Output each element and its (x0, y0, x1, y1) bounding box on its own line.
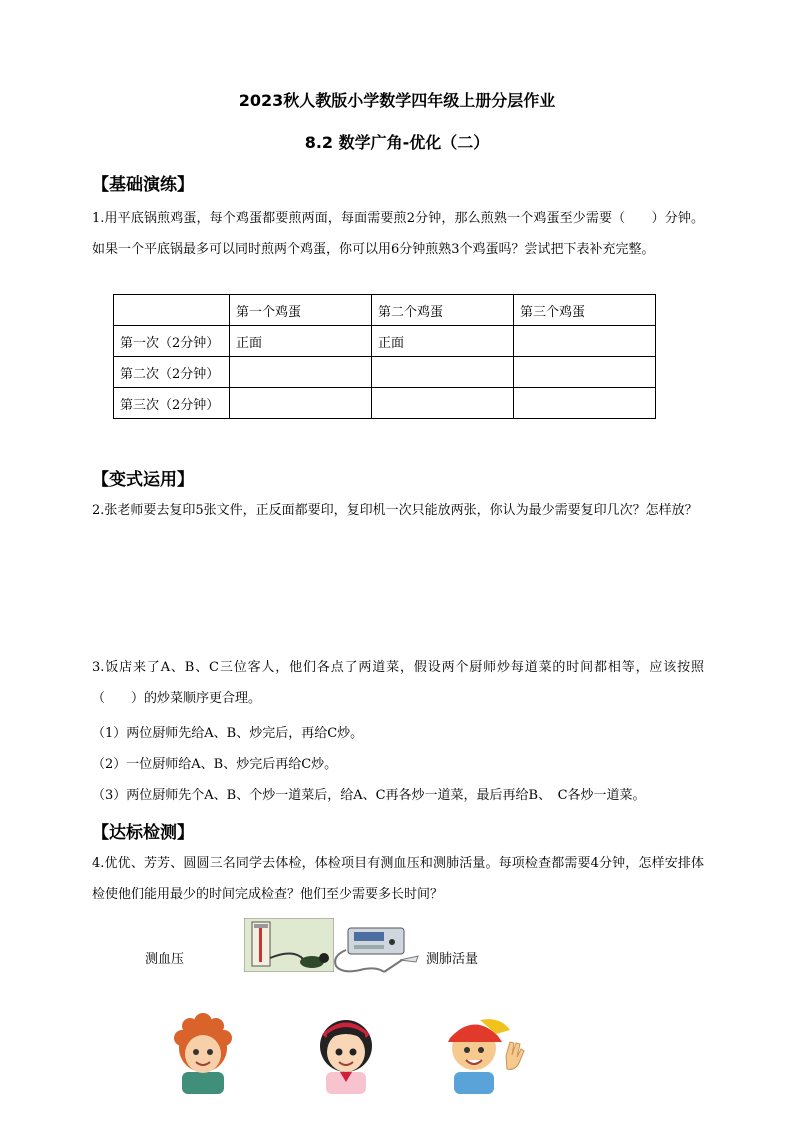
table-cell (514, 388, 656, 419)
table-cell (230, 357, 372, 388)
table-cell (230, 388, 372, 419)
table-header-row (114, 295, 656, 326)
table-row (114, 357, 656, 388)
egg-table (113, 294, 656, 419)
table-header-egg-2: 第二个鸡蛋 (372, 295, 514, 326)
doc-subtitle: 8.2 数学广角-优化（二） (304, 133, 490, 152)
table-row (114, 388, 656, 419)
table-header-egg-3: 第三个鸡蛋 (514, 295, 656, 326)
question-4-text: 4.优优、芳芳、圆圆三名同学去体检，体检项目有测血压和测肺活量。每项检查都需要4分钟，怎样安排体检使他们能用最少的时间完成检查？他们至少需要多长时间？ (92, 856, 704, 902)
table-cell (372, 357, 514, 388)
question-3-text: 3.饭店来了A、B、C三位客人，他们各点了两道菜，假设两个厨师炒每道菜的时间都相等，应该按照（ ）的炒菜顺序更合理。 (92, 660, 704, 706)
table-cell (114, 295, 230, 326)
label-blood-pressure: 测血压 (145, 952, 185, 967)
table-row-label: 第一次（2分钟） (114, 326, 230, 357)
table-cell (372, 388, 514, 419)
section-test: 【达标检测】 (92, 823, 194, 843)
table-row (114, 326, 656, 357)
question-3-option-3: （3）两位厨师先个A、B、个炒一道菜后，给A、C再各炒一道菜，最后再给B、 C各炒一道菜。 (92, 788, 646, 803)
question-1-text: 1.用平底锅煎鸡蛋，每个鸡蛋都要煎两面，每面需要煎2分钟，那么煎熟一个鸡蛋至少需要（ ）分钟。如果一个平底锅最多可以同时煎两个鸡蛋，你可以用6分钟煎熟3个鸡蛋吗？尝试把下表补充完整。 (92, 211, 704, 257)
section-variant: 【变式运用】 (92, 470, 194, 490)
question-3-option-1: （1）两位厨师先给A、B、炒完后，再给C炒。 (92, 726, 364, 741)
blood-pressure-meter-icon (244, 918, 334, 972)
doc-title: 2023秋人教版小学数学四年级上册分层作业 (238, 91, 556, 110)
boy-cap-waving-avatar (440, 1008, 526, 1094)
table-cell: 正面 (230, 326, 372, 357)
table-cell (514, 357, 656, 388)
table-row-label: 第三次（2分钟） (114, 388, 230, 419)
spirometer-icon (330, 920, 422, 976)
table-cell (514, 326, 656, 357)
girl-headband-avatar (310, 1010, 382, 1094)
section-basic: 【基础演练】 (92, 175, 194, 195)
question-2-text: 2.张老师要去复印5张文件，正反面都要印，复印机一次只能放两张，你认为最少需要复印几次？怎样放？ (92, 503, 698, 518)
label-lung-capacity: 测肺活量 (426, 952, 479, 967)
boy-curly-hair-avatar (168, 1010, 238, 1094)
table-header-egg-1: 第一个鸡蛋 (230, 295, 372, 326)
table-row-label: 第二次（2分钟） (114, 357, 230, 388)
question-3-option-2: （2）一位厨师给A、B、炒完后再给C炒。 (92, 757, 338, 772)
table-cell: 正面 (372, 326, 514, 357)
